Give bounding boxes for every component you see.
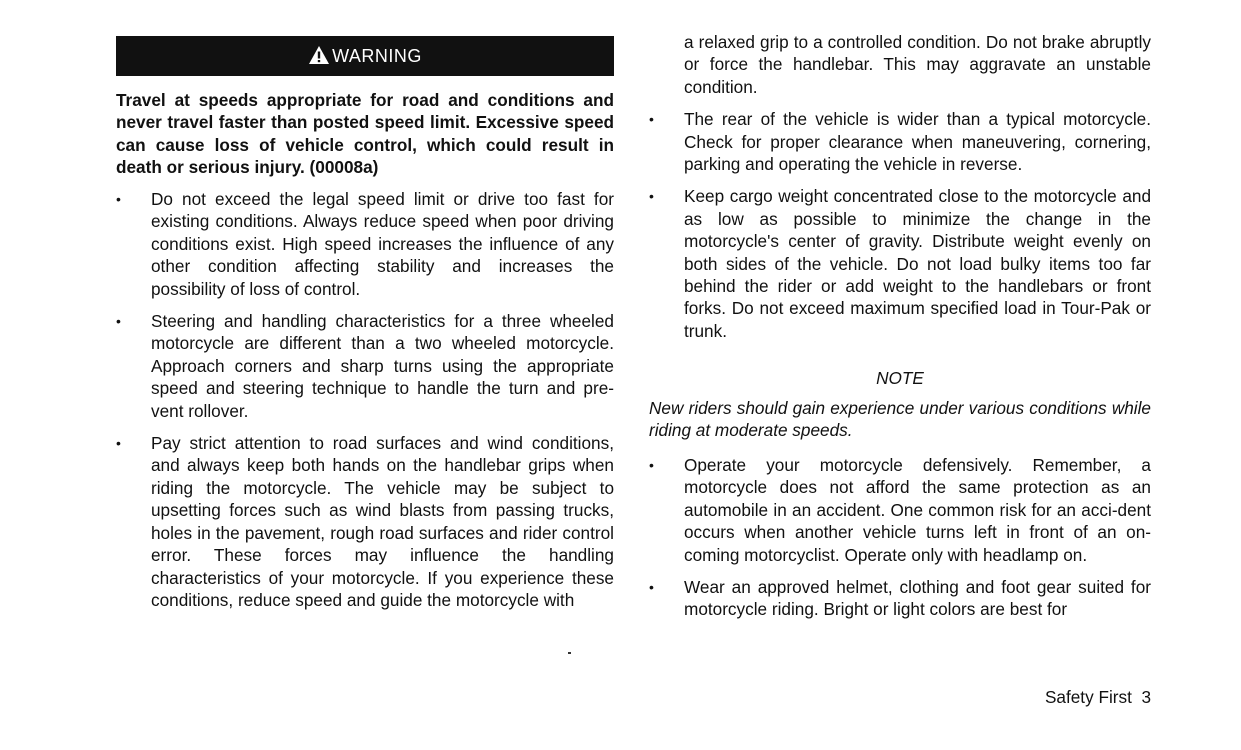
note-text: New riders should gain experience under various conditions while riding at moderate speeds.	[649, 398, 1151, 441]
list-item-text: Do not exceed the legal speed limit or drive too fast for existing conditions. Always reduce speed when poor driving conditions exist. High speed increases the influence of any other condition affecting stability and increases the possibility of loss of control.	[151, 189, 614, 299]
left-bullet-list	[116, 188, 614, 611]
bullet-icon: •	[116, 313, 121, 330]
list-item-text: Pay strict attention to road surfaces and wind conditions, and always keep both hands on the handlebar grips when riding the motorcycle. The vehicle may be subject to upsetting forces such as wind blasts from passing trucks, holes in the pavement, rough road surfaces and rider control error. These forces may influence the handling characteristics of your motorcycle. If you experience these conditions, reduce speed and guide the motorcycle with	[151, 433, 614, 610]
list-item	[116, 310, 614, 422]
bullet-icon: •	[649, 579, 654, 596]
warning-triangle-icon	[308, 45, 330, 65]
bullet-icon: •	[649, 188, 654, 205]
list-item-text: Keep cargo weight concentrated close to the motorcycle and as low as possible to minimize the change in the motorcycle's center of gravity. Distribute weight evenly on both sides of the vehicle. Do not load bulky items too far behind the rider or add weight to the handlebars or front forks. Do not exceed maximum specified load in Tour-Pak or trunk.	[684, 186, 1151, 341]
list-item-continuation	[649, 31, 1151, 98]
bullet-icon: •	[116, 191, 121, 207]
bullet-icon: •	[116, 435, 121, 452]
print-speck	[568, 652, 571, 654]
warning-text: Travel at speeds appropriate for road and conditions and never travel faster than posted speed limit. Excessive speed can cause loss of vehicle control, which could result in death or serious injury. (00008a)	[116, 90, 614, 178]
footer-section: Safety First	[1044, 687, 1132, 707]
note-title: NOTE	[876, 368, 924, 388]
right-bullet-list-bottom	[649, 454, 1151, 621]
list-item	[649, 108, 1151, 175]
list-item	[116, 432, 614, 611]
bullet-icon: •	[649, 111, 654, 128]
list-item-text: Steering and handling characteristics for a three wheeled motorcycle are different than a two wheeled motorcycle. Approach corners and sharp turns using the appropriate speed and steering technique to handle the turn and pre-vent rollover.	[151, 311, 614, 421]
list-item	[649, 576, 1151, 621]
list-item-text: Wear an approved helmet, clothing and foot gear suited for motorcycle riding. Bright or light colors are best for	[684, 577, 1151, 620]
warning-banner	[116, 36, 614, 76]
list-item	[649, 185, 1151, 342]
list-item-text: a relaxed grip to a controlled condition. Do not brake abruptly or force the handlebar. This may aggravate an unstable condition.	[684, 32, 1151, 97]
bullet-icon: •	[649, 457, 654, 473]
list-item-text: Operate your motorcycle defensively. Remember, a motorcycle does not afford the same protection as an automobile in an accident. One common risk for an acci-dent occurs when another vehicle turns left in front of an on-coming motorcyclist. Operate only with headlamp on.	[684, 455, 1151, 565]
warning-title: WARNING	[332, 45, 422, 66]
right-bullet-list-top	[649, 31, 1151, 342]
list-item-text: The rear of the vehicle is wider than a typical motorcycle. Check for proper clearance when maneuvering, cornering, parking and operating the vehicle in reverse.	[684, 109, 1151, 175]
page-footer	[1045, 687, 1151, 708]
page-number: 3	[1141, 687, 1151, 707]
list-item	[649, 454, 1151, 566]
list-item	[116, 188, 614, 300]
